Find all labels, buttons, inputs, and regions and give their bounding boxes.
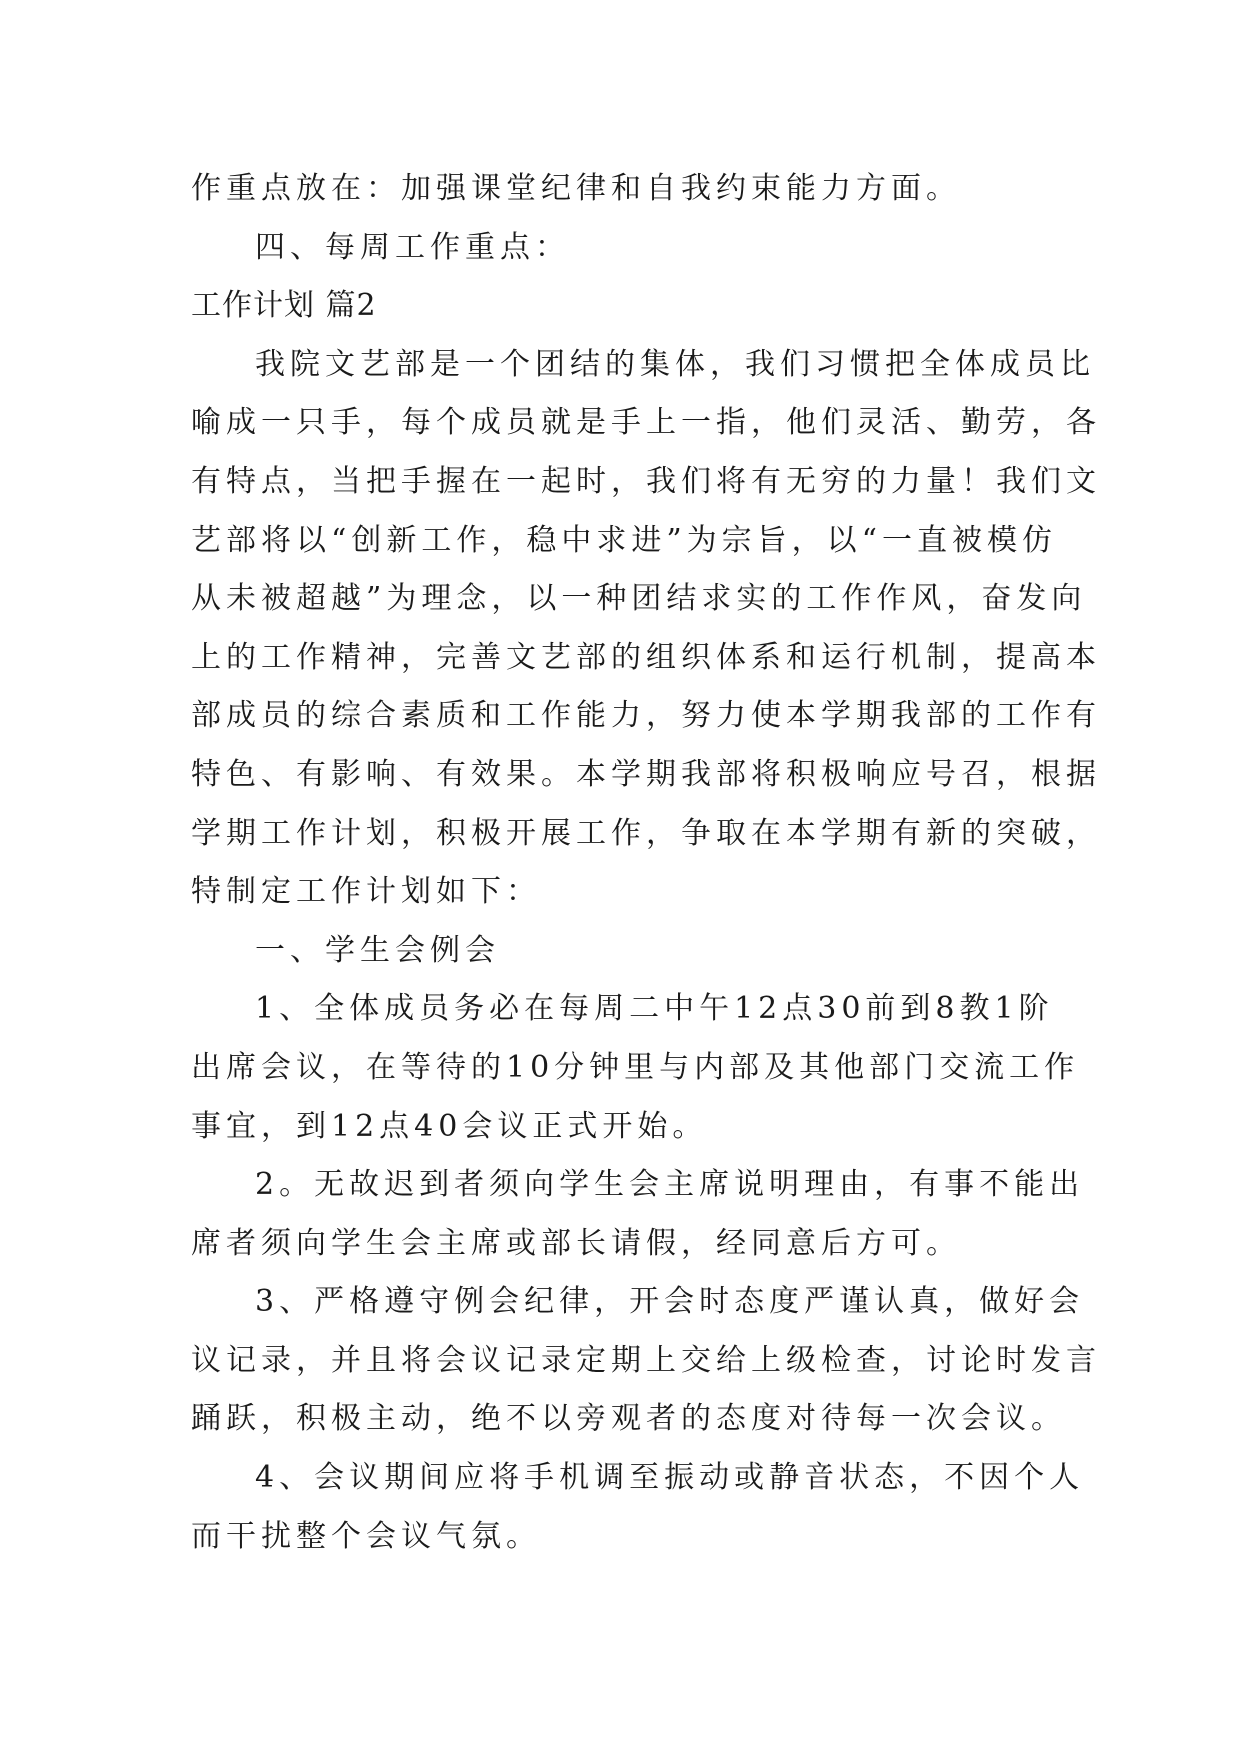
text-line: 2。无故迟到者须向学生会主席说明理由，有事不能出 <box>255 1167 1085 1203</box>
section-heading: 工作计划 篇2 <box>191 288 377 324</box>
text-line: 席者须向学生会主席或部长请假，经同意后方可。 <box>191 1225 961 1261</box>
document-body <box>191 160 1101 1566</box>
text-line: 而干扰整个会议气氛。 <box>191 1518 541 1554</box>
text-line: 作重点放在：加强课堂纪律和自我约束能力方面。 <box>191 171 961 206</box>
text-line: 有特点，当把手握在一起时，我们将有无穷的力量！我们文 <box>191 463 1101 499</box>
text-line: 四、每周工作重点： <box>255 229 570 265</box>
text-line: 特色、有影响、有效果。本学期我部将积极响应号召，根据 <box>191 756 1101 792</box>
text-line: 踊跃，积极主动，绝不以旁观者的态度对待每一次会议。 <box>191 1401 1066 1437</box>
text-line: 学期工作计划，积极开展工作，争取在本学期有新的突破， <box>191 815 1101 851</box>
text-line: 我院文艺部是一个团结的集体，我们习惯把全体成员比 <box>255 346 1095 382</box>
text-line: 艺部将以“创新工作，稳中求进”为宗旨，以“一直被模仿 <box>191 522 1058 558</box>
text-line: 议记录，并且将会议记录定期上交给上级检查，讨论时发言 <box>191 1342 1101 1378</box>
text-line: 1、全体成员务必在每周二中午12点30前到8教1阶 <box>255 991 1054 1027</box>
text-line: 特制定工作计划如下： <box>191 874 541 910</box>
text-line: 事宜，到12点40会议正式开始。 <box>191 1108 708 1144</box>
text-line: 部成员的综合素质和工作能力，努力使本学期我部的工作有 <box>191 698 1101 734</box>
text-line: 出席会议，在等待的10分钟里与内部及其他部门交流工作 <box>191 1049 1080 1085</box>
text-line: 4、会议期间应将手机调至振动或静音状态，不因个人 <box>255 1460 1085 1496</box>
text-line: 一、学生会例会 <box>255 932 500 968</box>
text-line: 从未被超越”为理念，以一种团结求实的工作作风，奋发向 <box>191 581 1087 617</box>
text-line: 喻成一只手，每个成员就是手上一指，他们灵活、勤劳，各 <box>191 405 1101 441</box>
text-line: 上的工作精神，完善文艺部的组织体系和运行机制，提高本 <box>191 639 1101 675</box>
text-line: 3、严格遵守例会纪律，开会时态度严谨认真，做好会 <box>255 1284 1085 1320</box>
